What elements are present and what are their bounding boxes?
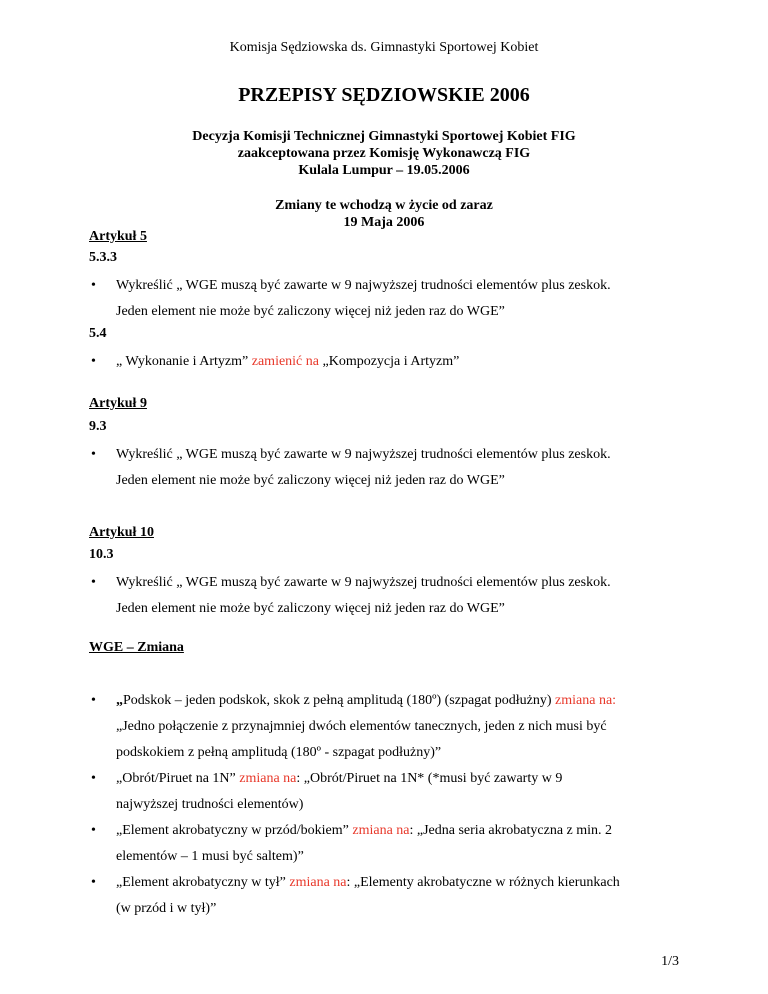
wge-item-1-line-3: podskokiem z pełną amplitudą (180º - szpagat podłużny)” — [116, 745, 442, 760]
effective-line-1: Zmiany te wchodzą w życie od zaraz — [275, 198, 493, 213]
wge-item-3-line-2: elementów – 1 musi być saltem)” — [116, 849, 304, 864]
bullet-icon: • — [91, 447, 96, 462]
decision-line-3: Kulala Lumpur – 19.05.2006 — [298, 163, 470, 178]
text-part: „Element akrobatyczny w przód/bokiem” — [116, 823, 353, 838]
replace-marker: zmiana na — [289, 875, 347, 890]
section-10-3-line-2: Jeden element nie może być zaliczony więcej niż jeden raz do WGE” — [116, 601, 505, 616]
text-part: „Obrót/Piruet na 1N” — [116, 771, 240, 786]
text-part: „Element akrobatyczny w tył” — [116, 875, 290, 890]
bullet-icon: • — [91, 354, 96, 369]
page-header: Komisja Sędziowska ds. Gimnastyki Sportowej Kobiet — [229, 40, 539, 55]
wge-item-3-line-1 — [116, 818, 612, 844]
replace-marker: zmiana na — [239, 771, 297, 786]
section-5-3-3-line-2: Jeden element nie może być zaliczony więcej niż jeden raz do WGE” — [116, 304, 505, 319]
replace-marker: zmiana na — [352, 823, 410, 838]
replace-marker: zamienić na — [251, 354, 319, 369]
quote-mark: „ — [116, 693, 123, 708]
bullet-icon: • — [91, 693, 96, 708]
decision-line-1: Decyzja Komisji Technicznej Gimnastyki Sportowej Kobiet FIG — [192, 129, 576, 144]
article-10-heading: Artykuł 10 — [89, 525, 154, 540]
wge-item-4-line-1 — [116, 870, 620, 896]
page-title: PRZEPISY SĘDZIOWSKIE 2006 — [238, 84, 530, 106]
section-9-3-line-1: Wykreślić „ WGE muszą być zawarte w 9 najwyższej trudności elementów plus zeskok. — [116, 447, 611, 462]
section-5-4-text — [116, 349, 459, 375]
section-10-3-number: 10.3 — [89, 547, 114, 562]
wge-item-2-line-2: najwyższej trudności elementów) — [116, 797, 304, 812]
section-9-3-number: 9.3 — [89, 419, 107, 434]
page-number: 1/3 — [661, 954, 679, 969]
section-5-3-3-line-1: Wykreślić „ WGE muszą być zawarte w 9 najwyższej trudności elementów plus zeskok. — [116, 278, 611, 293]
decision-line-2: zaakceptowana przez Komisję Wykonawczą FIG — [237, 146, 531, 161]
section-5-3-3-number: 5.3.3 — [89, 250, 117, 265]
effective-line-2: 19 Maja 2006 — [343, 215, 425, 230]
bullet-icon: • — [91, 575, 96, 590]
wge-heading: WGE – Zmiana — [89, 640, 184, 655]
text-part: : „Elementy akrobatyczne w różnych kierunkach — [346, 875, 620, 890]
wge-item-1-line-1 — [116, 688, 616, 714]
section-5-4-number: 5.4 — [89, 326, 107, 341]
text-part: „Kompozycja i Artyzm” — [319, 354, 460, 369]
article-9-heading: Artykuł 9 — [89, 396, 147, 411]
bullet-icon: • — [91, 278, 96, 293]
bullet-icon: • — [91, 823, 96, 838]
article-5-heading: Artykuł 5 — [89, 229, 147, 244]
text-part: „ Wykonanie i Artyzm” — [116, 354, 252, 369]
text-part: Podskok – jeden podskok, skok z pełną amplitudą (180º) (szpagat podłużny) — [123, 693, 556, 708]
section-10-3-line-1: Wykreślić „ WGE muszą być zawarte w 9 najwyższej trudności elementów plus zeskok. — [116, 575, 611, 590]
wge-item-1-line-2: „Jedno połączenie z przynajmniej dwóch elementów tanecznych, jeden z nich musi być — [116, 719, 607, 734]
text-part: : „Jedna seria akrobatyczna z min. 2 — [409, 823, 613, 838]
wge-item-2-line-1 — [116, 766, 562, 792]
bullet-icon: • — [91, 771, 96, 786]
text-part: : „Obrót/Piruet na 1N* (*musi być zawarty w 9 — [296, 771, 563, 786]
replace-marker: zmiana na: — [555, 693, 617, 708]
section-9-3-line-2: Jeden element nie może być zaliczony więcej niż jeden raz do WGE” — [116, 473, 505, 488]
wge-item-4-line-2: (w przód i w tył)” — [116, 901, 217, 916]
bullet-icon: • — [91, 875, 96, 890]
